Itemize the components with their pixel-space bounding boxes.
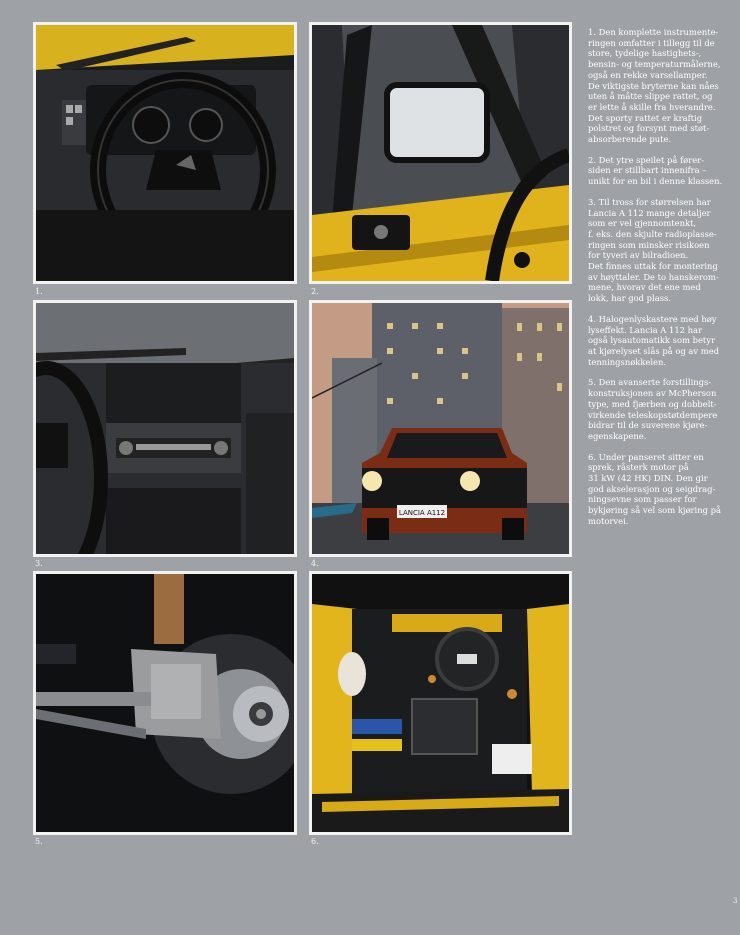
paragraph-3: 3. Til tross for størrelsen har Lancia A 112 mange detaljer som er vel gjennomtenkt, f. eks. den skjulte radioplasse- ringen som minsker risikoen for tyveri av bilradioen. Det finnes uttak for montering av høyttaler. De to hanskerom- mene, hvorav det ene med lokk, har god plass. bbox=[588, 196, 719, 304]
paragraph-6: 6. Under panseret sitter en sprek, råsterk motor på 31 kW (42 HK) DIN. Den gir god akselerasjon og seigdrag- ningsevne som passer for bykjøring så vel som kjøring på motorvei. bbox=[588, 451, 721, 526]
engine-bay-illustration bbox=[312, 574, 569, 832]
paragraph-1: 1. Den komplette instrumente- ringen omfatter i tillegg til de store, tydelige hastighets-, bensin- og temperaturmålerne, også en rekke varsellamper. De viktigste bryterne kan nåes uten å måtte slippe rattet, og er lette å skille fra hverandre. Det sporty rattet er kraftig polstret og forsynt med støt- absorberende pute. bbox=[588, 27, 721, 145]
photo-number-6: 6. bbox=[311, 837, 319, 846]
door-mirror-illustration bbox=[312, 25, 569, 281]
photo-engine-bay bbox=[309, 571, 572, 835]
license-plate-text: LANCIA A112 bbox=[398, 509, 446, 517]
photo-dashboard bbox=[33, 22, 297, 284]
caption-text-column bbox=[588, 27, 738, 537]
brake-suspension-illustration bbox=[36, 574, 294, 832]
photo-door-mirror bbox=[309, 22, 572, 284]
photo-brake-suspension bbox=[33, 571, 297, 835]
photo-number-1: 1. bbox=[35, 287, 43, 296]
car-front-illustration bbox=[312, 303, 569, 554]
radio-illustration bbox=[36, 303, 294, 554]
photo-number-3: 3. bbox=[35, 559, 43, 568]
paragraph-5: 5. Den avanserte forstillings- konstruksjonen av McPherson type, med fjærben og dobbelt- virkende teleskopstøtdempere bidrar til de suverene kjøre- egenskapene. bbox=[588, 377, 718, 441]
photo-number-4: 4. bbox=[311, 559, 319, 568]
photo-number-2: 2. bbox=[311, 287, 319, 296]
corner-page-mark: 3 bbox=[733, 897, 738, 905]
paragraph-2: 2. Det ytre speilet på fører- siden er stillbart innenifra – unikt for en bil i denne klassen. bbox=[588, 154, 723, 187]
photo-car-front bbox=[309, 300, 572, 557]
paragraph-4: 4. Halogenlyskastere med høy lyseffekt. Lancia A 112 har også lysautomatikk som betyr at kjørelyset slås på og av med tenningsnøkkelen. bbox=[588, 313, 720, 367]
photo-radio bbox=[33, 300, 297, 557]
dashboard-illustration bbox=[36, 25, 294, 281]
photo-number-5: 5. bbox=[35, 837, 43, 846]
